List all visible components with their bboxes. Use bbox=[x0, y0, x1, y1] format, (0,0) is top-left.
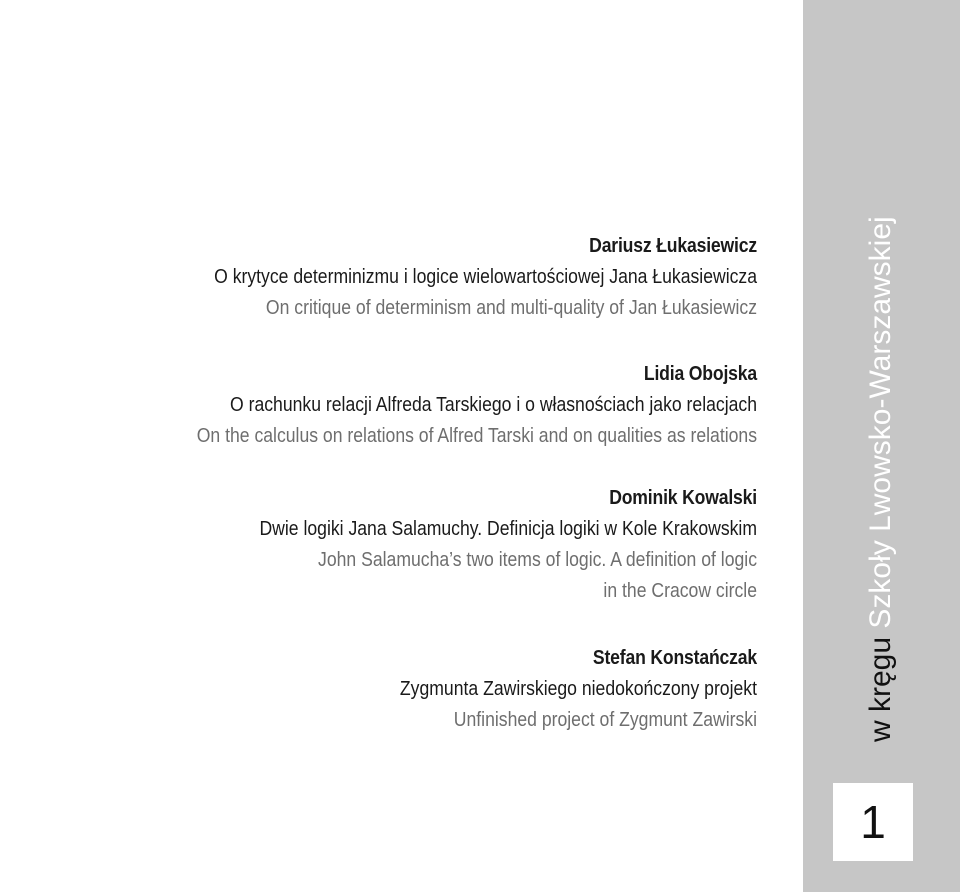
entry-title-polish: Zygmunta Zawirskiego niedokończony projekt bbox=[399, 678, 757, 700]
entry-title-polish: Dwie logiki Jana Salamuchy. Definicja logiki w Kole Krakowskim bbox=[259, 518, 757, 540]
title-english-line: On the calculus on relations of Alfred Tarski and on qualities as relations bbox=[196, 425, 758, 447]
entry-title-polish: O rachunku relacji Alfreda Tarskiego i o własnościach jako relacjach bbox=[230, 394, 758, 416]
entry-author: Lidia Obojska bbox=[643, 363, 757, 385]
entry-title-english bbox=[91, 293, 757, 324]
toc-entry bbox=[0, 646, 757, 736]
series-sidebar bbox=[803, 0, 960, 892]
series-prefix: w kręgu bbox=[864, 636, 897, 742]
entry-title-english bbox=[91, 545, 757, 607]
toc-entry bbox=[0, 486, 757, 607]
title-english-line: Unfinished project of Zygmunt Zawirski bbox=[453, 709, 757, 731]
entry-author: Stefan Konstańczak bbox=[592, 647, 757, 669]
issue-number-box bbox=[833, 783, 913, 861]
title-english-line: John Salamucha’s two items of logic. A definition of logic bbox=[318, 549, 757, 571]
series-name: Szkoły Lwowsko-Warszawskiej bbox=[864, 216, 897, 629]
title-english-line: On critique of determinism and multi-quality of Jan Łukasiewicz bbox=[265, 297, 757, 319]
issue-number: 1 bbox=[860, 796, 886, 848]
entry-title-english bbox=[91, 705, 757, 736]
series-title-text bbox=[861, 216, 901, 742]
entry-author: Dominik Kowalski bbox=[609, 487, 757, 509]
entry-title-english bbox=[91, 421, 757, 452]
series-title bbox=[841, 0, 921, 760]
toc-entry bbox=[0, 234, 757, 324]
entry-author: Dariusz Łukasiewicz bbox=[589, 235, 757, 257]
entry-title-polish: O krytyce determinizmu i logice wielowartościowej Jana Łukasiewicza bbox=[214, 266, 757, 288]
title-english-line: in the Cracow circle bbox=[603, 580, 757, 602]
toc-entry bbox=[0, 362, 757, 452]
